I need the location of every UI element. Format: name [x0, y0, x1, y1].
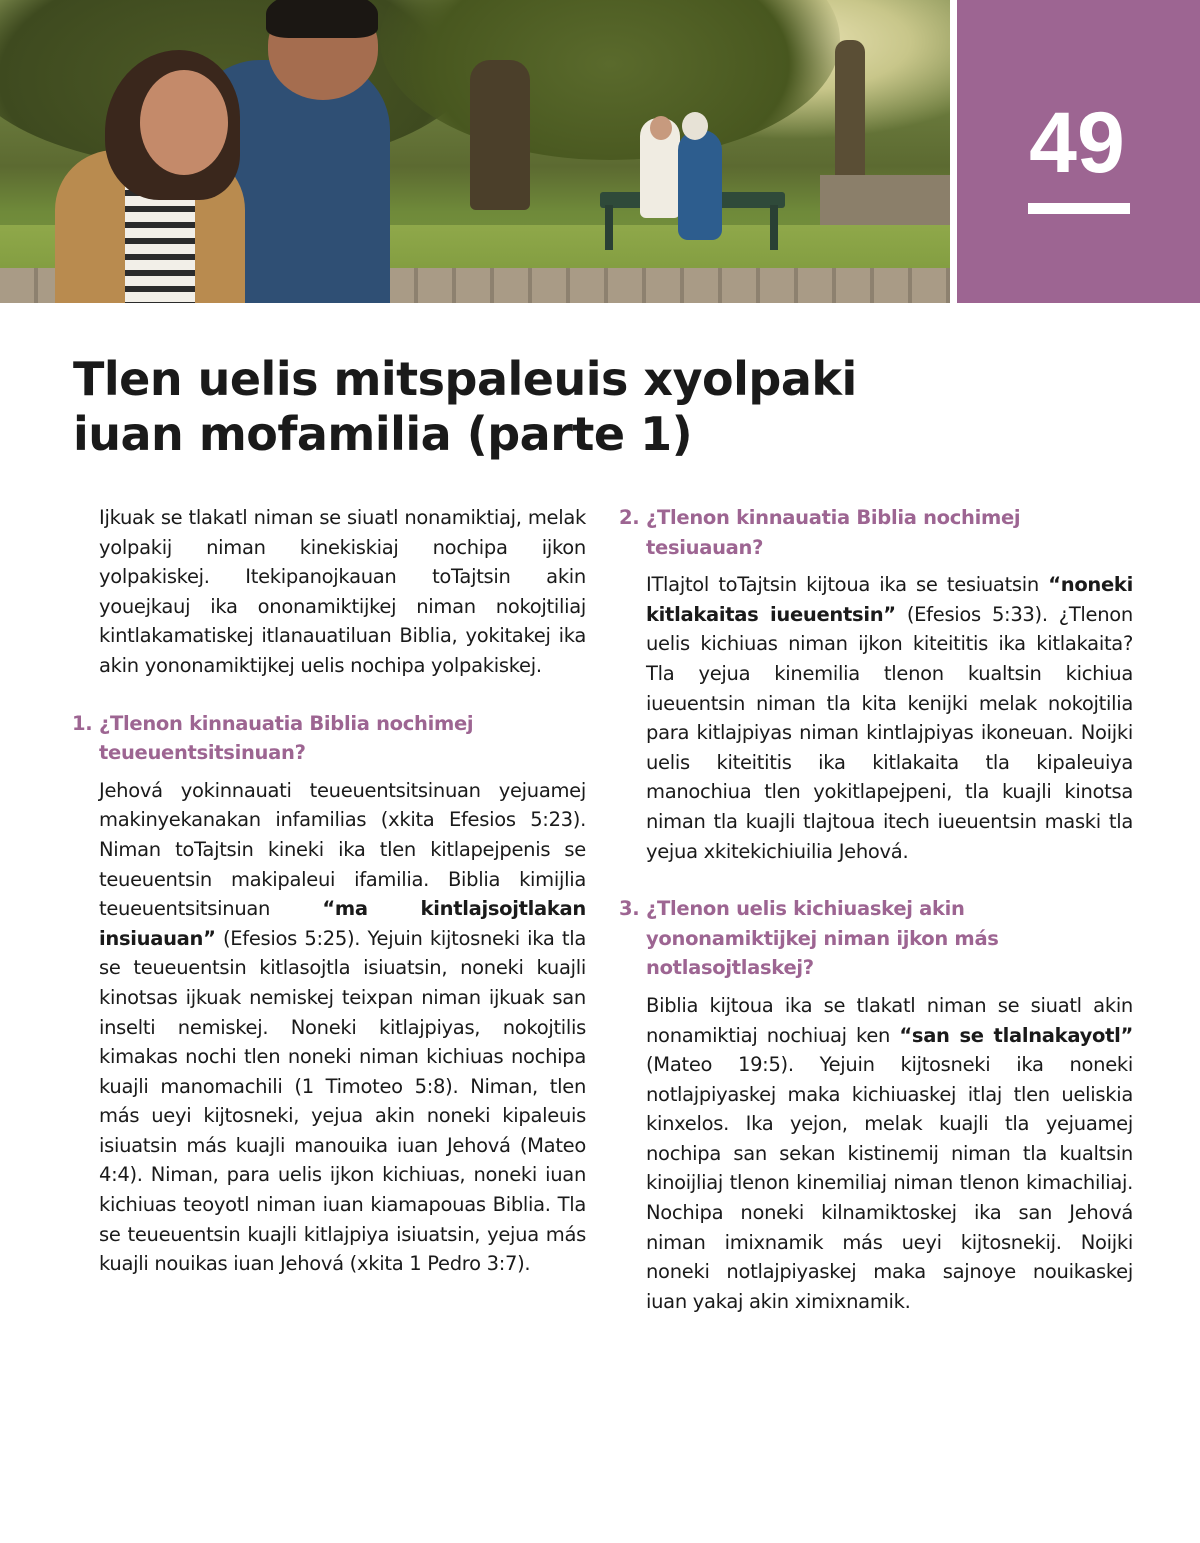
lesson-number-underline — [1028, 203, 1130, 214]
page-title-line2: iuan mofamilia (parte 1) — [73, 407, 693, 461]
answer-paragraph — [99, 776, 586, 1279]
answer-paragraph — [646, 991, 1133, 1317]
answer-text: (Efesios 5:25). Yejuin kijtosneki ika tla se teueuentsin kitlasojtla isiuatsin, noneki kuajli kinotsas ijkuak nemiskej teixpan niman ijkuak san inselti nemiskej. Noneki kitlajpiyas, nokojtilis kimakas nochi tlen noneki niman kichiuas nochipa kuajli manomachili (1 Timoteo 5:8). Niman, tlen más ueyi kijtosneki, yejua akin noneki kipaleuis isiuatsin más kuajli manouika iuan Jehová (Mateo 4:4). Niman, para uelis ijkon kichiuas, noneki iuan kichiuas teoyotl niman iuan kiamapouas Biblia. Tla se teueuentsin kuajli kitlajpiya isiuatsin, yejua más kuajli nouikas iuan Jehová (xkita 1 Pedro 3:7). — [99, 926, 586, 1276]
photo-bench-leg — [605, 205, 613, 250]
answer-text: Biblia kijtoua ika se tlakatl niman se siuatl akin nonamiktiaj nochiuaj ken — [646, 993, 1133, 1047]
photo-elderly-man-head — [650, 116, 672, 140]
question-number: 1. — [72, 711, 93, 735]
photo-tree-trunk — [470, 60, 530, 210]
question-heading — [619, 894, 1133, 983]
question-text: ¿Tlenon kinnauatia Biblia nochimej teueuentsitsinuan? — [99, 711, 474, 765]
answer-text: (Efesios 5:33). ¿Tlenon uelis kichiuas niman ijkon kiteititis ika kitlakaita? Tla yejua kinemilia tlenon kualtsin kichiua iueuentsin niman tla kita kenijki melak nokojtilia para kitlajpiyas niman kintlajpiyas ikoneuan. Noijki uelis kiteititis ika kitlakaita tla kipaleuiya manochiua tlen yokitlapejpeni, tla kuajli kinotsa niman tla kuajli tlajtoua itech iueuentsin maski tla yejua xkitekichiuilia Jehová. — [646, 602, 1133, 863]
question-number: 3. — [619, 897, 640, 921]
photo-elderly-woman-head — [682, 112, 708, 140]
question-number: 2. — [619, 506, 640, 529]
section-1 — [72, 709, 586, 1279]
intro-paragraph: Ijkuak se tlakatl niman se siuatl nonamiktiaj, melak yolpakij niman kinekiskiaj nochipa ijkon yolpakiskej. Itekipanojkauan toTajtsin akin youejkauj ika ononamiktijkej niman nokojtiliaj kintlakamatiskej itlanauatiluan Biblia, yokitakej ika akin yononamiktijkej uelis nochipa yolpakiskej. — [99, 506, 586, 677]
question-heading — [72, 709, 586, 768]
photo-young-man-hair — [266, 0, 378, 38]
answer-text: ITlajtol toTajtsin kijtoua ika se tesiuatsin — [646, 573, 1049, 597]
lesson-number-box — [957, 0, 1200, 303]
page-title-line1: Tlen uelis mitspaleuis xyolpaki — [73, 352, 857, 406]
section-3 — [619, 894, 1133, 1316]
answer-text: Jehová yokinnauati teueuentsitsinuan yejuamej makinyekanakan infamilias (xkita Efesios 5:23). Niman toTajtsin kineki ika tlen kitlapejpenis se teueuentsin makipaleui ifamilia. Biblia kimijlia teueuentsitsinuan — [99, 778, 586, 921]
lesson-number: 49 — [1029, 95, 1125, 191]
answer-quote: “san se tlalnakayotl” — [899, 1023, 1134, 1047]
photo-bench-leg — [770, 205, 778, 250]
left-column — [72, 503, 586, 1279]
hero-photo — [0, 0, 950, 303]
question-heading — [619, 503, 1133, 562]
section-2 — [619, 503, 1133, 866]
answer-quote: “ma kintlajsojtlakan insiuauan” — [99, 897, 586, 950]
answer-paragraph — [646, 570, 1133, 866]
question-text: ¿Tlenon kinnauatia Biblia nochimej tesiuauan? — [646, 506, 1021, 559]
answer-quote: “noneki kitlakaitas iueuentsin” — [646, 573, 1133, 626]
answer-text: (Mateo 19:5). Yejuin kijtosneki ika noneki notlajpiyaskej maka kichiuaskej itlaj tlen ueliskia kinxelos. Ika yejon, melak kuajli tla yejuamej nochipa san sekan kistinemij niman tla kualtsin kinoijliaj tlenon kinemiliaj niman tlenon kimachiliaj. Nochipa noneki kilnamiktoskej ika san Jehová niman imixnamik más ueyi kijtosnekij. Noijki noneki notlajpiyaskej maka sajnoye nouikaskej iuan yakaj akin ximixnamik. — [646, 1053, 1133, 1313]
photo-young-woman-head — [140, 70, 228, 175]
page-title — [73, 352, 973, 462]
photo-elderly-woman — [678, 130, 722, 240]
right-column — [619, 503, 1133, 1316]
question-text: ¿Tlenon uelis kichiuaskej akin yononamiktijkej niman ijkon más notlasojtlaskej? — [646, 897, 999, 980]
